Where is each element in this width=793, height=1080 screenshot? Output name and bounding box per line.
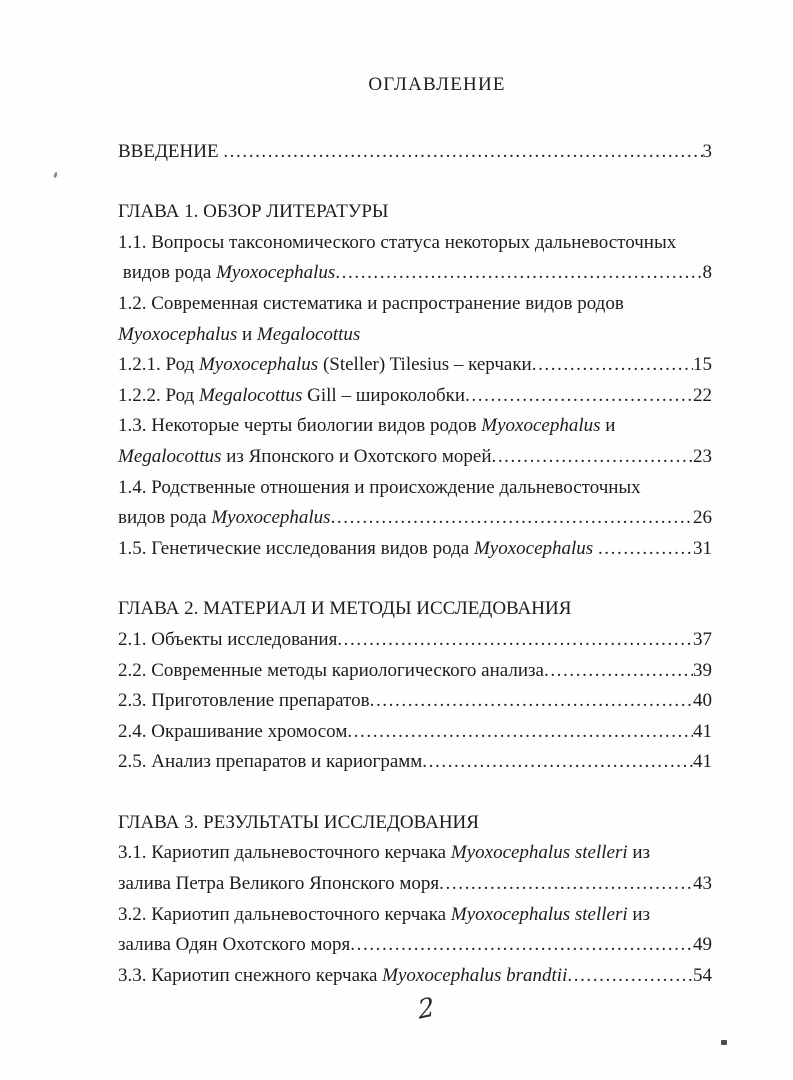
- toc-text-line: [118, 900, 712, 931]
- toc-entry: [118, 747, 712, 778]
- species-name: Myoxocephalus: [216, 262, 336, 284]
- entry-text: из Японского и Охотского морей: [221, 445, 492, 467]
- page-number: 54: [693, 964, 712, 986]
- dot-leader: [491, 442, 693, 473]
- dot-leader: [331, 503, 693, 534]
- page-number: 22: [693, 384, 712, 406]
- toc-text-line: [118, 838, 712, 869]
- toc-text-line: [118, 411, 712, 442]
- toc-entry: [118, 869, 712, 900]
- entry-text: из: [627, 903, 651, 925]
- page-number: 31: [693, 537, 712, 559]
- entry-text: видов рода: [118, 507, 212, 529]
- species-name: Myoxocephalus: [118, 323, 238, 345]
- page-number: 23: [693, 445, 712, 467]
- toc-text-line: [118, 197, 712, 228]
- toc-text-line: [118, 289, 712, 320]
- entry-text: и: [237, 323, 257, 345]
- entry-text: и: [600, 415, 616, 437]
- entry-text: 2.2. Современные методы кариологического анализа: [118, 659, 544, 681]
- toc-entry: [118, 137, 712, 168]
- page-number: 37: [693, 628, 712, 650]
- toc-text-line: [118, 594, 712, 625]
- toc-entry: [118, 350, 712, 381]
- dot-leader: [223, 137, 702, 168]
- entry-text: видов рода: [118, 262, 217, 284]
- scan-speck: [53, 172, 58, 179]
- dot-leader: [347, 717, 693, 748]
- dot-leader: [439, 869, 693, 900]
- species-name: Myoxocephalus stelleri: [450, 903, 628, 925]
- entry-text: 3.2. Кариотип дальневосточного керчака: [118, 903, 451, 925]
- page-number: 3: [702, 140, 712, 162]
- toc-text-line: [118, 320, 712, 351]
- species-name: Myoxocephalus stelleri: [450, 842, 628, 864]
- dot-leader: [422, 747, 693, 778]
- dot-leader: [337, 625, 693, 656]
- species-name: Myoxocephalus brandtii: [382, 964, 568, 986]
- page-title: ОГЛАВЛЕНИЕ: [368, 74, 506, 95]
- handwritten-page-number: 2: [416, 992, 436, 1027]
- toc-entry: [118, 686, 712, 717]
- dot-leader: [567, 961, 693, 992]
- entry-text: ВВЕДЕНИЕ: [118, 140, 224, 162]
- toc-text-line: [118, 473, 712, 504]
- entry-text: 1.5. Генетические исследования видов рода: [118, 537, 474, 559]
- toc-text-line: [118, 228, 712, 259]
- dot-leader: [544, 656, 693, 687]
- entry-text: ГЛАВА 2. МАТЕРИАЛ И МЕТОДЫ ИССЛЕДОВАНИЯ: [118, 598, 572, 620]
- entry-text: 2.4. Окрашивание хромосом: [118, 720, 348, 742]
- toc-entry: [118, 381, 712, 412]
- entry-text: ГЛАВА 1. ОБЗОР ЛИТЕРАТУРЫ: [118, 201, 389, 223]
- entry-text: из: [627, 842, 651, 864]
- footer: [118, 994, 712, 1028]
- entry-text: 1.2.2. Род: [118, 384, 199, 406]
- toc-entry: [118, 258, 712, 289]
- toc-entry: [118, 717, 712, 748]
- dot-leader: [370, 686, 693, 717]
- scan-speck: [721, 1040, 727, 1045]
- page-number: 49: [693, 934, 712, 956]
- species-name: Megalocottus: [198, 384, 303, 406]
- species-name: Megalocottus: [118, 445, 222, 467]
- dot-leader: [465, 381, 693, 412]
- species-name: Myoxocephalus: [211, 507, 331, 529]
- toc-entry: [118, 930, 712, 961]
- entry-text: Gill – широколобки: [302, 384, 466, 406]
- entry-text: 2.1. Объекты исследования: [118, 628, 338, 650]
- entry-text: 2.3. Приготовление препаратов: [118, 690, 370, 712]
- toc-entry: [118, 534, 712, 565]
- dot-leader: [335, 258, 702, 289]
- entry-text: залива Одян Охотского моря: [118, 934, 351, 956]
- entry-text: 1.1. Вопросы таксономического статуса некоторых дальневосточных: [118, 231, 677, 253]
- entry-text: (Steller) Tilesius – керчаки: [318, 354, 532, 376]
- toc-entry: [118, 442, 712, 473]
- page-number: 41: [693, 751, 712, 773]
- page-number: 43: [693, 873, 712, 895]
- entry-text: 2.5. Анализ препаратов и кариограмм: [118, 751, 423, 773]
- dot-leader: [350, 930, 693, 961]
- entry-text: залива Петра Великого Японского моря: [118, 873, 440, 895]
- toc-entry: [118, 503, 712, 534]
- entry-text: 1.2.1. Род: [118, 354, 199, 376]
- entry-text: 1.4. Родственные отношения и происхождение дальневосточных: [118, 476, 641, 498]
- entry-text: 1.2. Современная систематика и распространение видов родов: [118, 292, 624, 314]
- toc-text-line: [118, 808, 712, 839]
- entry-text: ГЛАВА 3. РЕЗУЛЬТАТЫ ИССЛЕДОВАНИЯ: [118, 811, 479, 833]
- page-number: 39: [693, 659, 712, 681]
- dot-leader: [532, 350, 693, 381]
- species-name: Myoxocephalus: [473, 537, 598, 559]
- page-number: 41: [693, 720, 712, 742]
- entry-text: 3.3. Кариотип снежного керчака: [118, 964, 383, 986]
- page-number: 40: [693, 690, 712, 712]
- species-name: Myoxocephalus: [198, 354, 319, 376]
- entry-text: 3.1. Кариотип дальневосточного керчака: [118, 842, 451, 864]
- toc-list: [118, 137, 712, 992]
- dot-leader: [598, 534, 693, 565]
- species-name: Myoxocephalus: [481, 415, 601, 437]
- species-name: Megalocottus: [256, 323, 361, 345]
- page-number: 8: [702, 262, 712, 284]
- entry-text: 1.3. Некоторые черты биологии видов родов: [118, 415, 482, 437]
- page-number: 26: [693, 507, 712, 529]
- toc-entry: [118, 961, 712, 992]
- page-number: 15: [693, 354, 712, 376]
- toc-entry: [118, 656, 712, 687]
- toc-entry: [118, 625, 712, 656]
